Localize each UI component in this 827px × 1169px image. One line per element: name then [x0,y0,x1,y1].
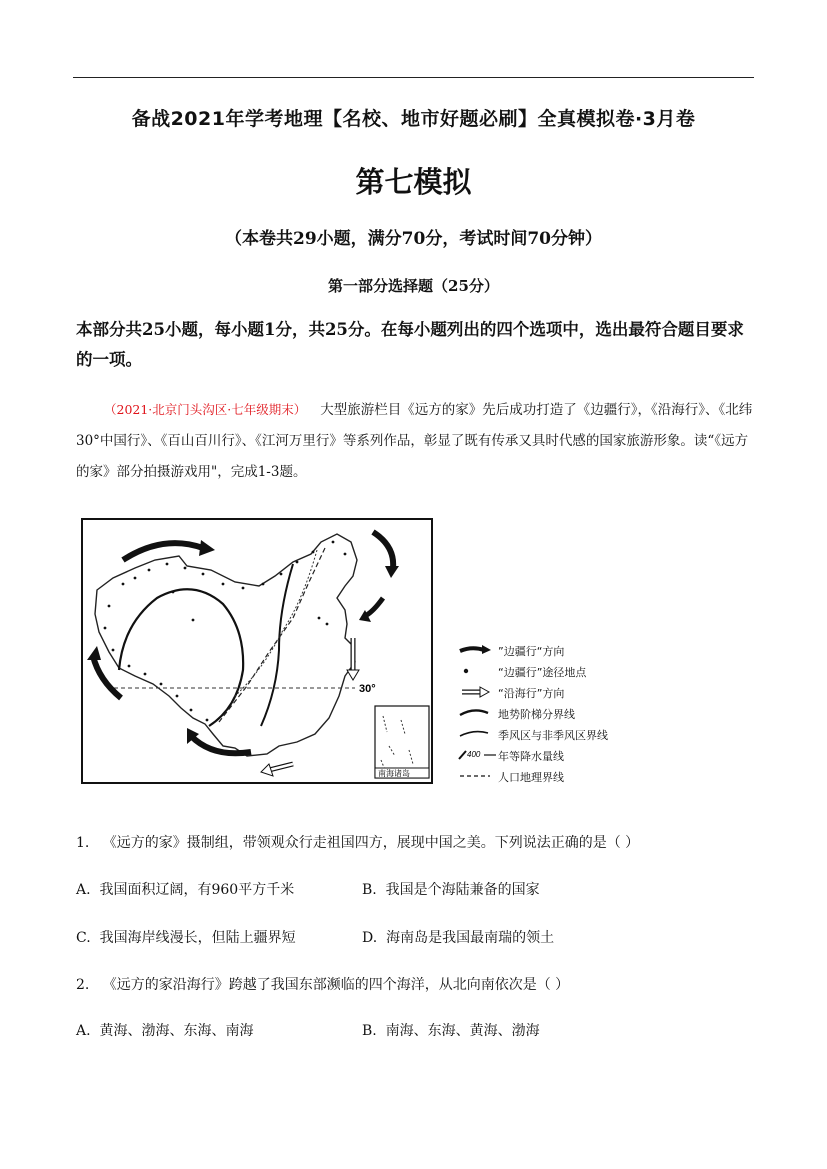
question-intro [76,394,756,488]
instructions: 本部分共25小题，每小题1分，共25分。在每小题列出的四个选项中，选出最符合题目要求的一项。 [76,320,744,369]
exam-header: 备战2021年学考地理【名校、地市好题必刷】全真模拟卷·3月卷 [131,108,696,130]
q1-option-d[interactable]: D. 海南岛是我国最南瑞的领土 [362,930,555,946]
legend-item-waypoint: “边疆行”途径地点 [458,661,658,681]
question-stem: 《远方的家》摄制组，带领观众行走祖国四方，展现中国之美。下列说法正确的是（ ） [102,835,640,851]
border-trip-arrow-nw [123,543,203,560]
q2-option-b[interactable]: B. 南海、东海、黄海、渤海 [362,1023,540,1039]
question-stem: 《远方的家沿海行》跨越了我国东部濒临的四个海洋，从北向南依次是（ ） [102,977,570,993]
waypoint-dots [104,541,347,722]
legend-item-isohyet: 400 年等降水量线 [458,745,658,765]
page-title: 第七模拟 [355,165,472,199]
terrain-step-line [119,589,243,726]
question-number: 1. [76,835,90,851]
exam-subtitle: （本卷共29小题，满分70分，考试时间70分钟） [225,229,602,249]
china-outline [95,534,357,756]
legend-item-population: 人口地理界线 [458,766,658,786]
isohyet-marker: 400 [467,750,481,759]
second-terrain-step-line [261,564,293,726]
question-number: 2. [76,977,90,993]
q1-option-b[interactable]: B. 我国是个海陆兼备的国家 [362,882,540,898]
latitude-label: 30° [359,683,376,695]
q1-option-c[interactable]: C. 我国海岸线漫长，但陆上疆界短 [76,930,296,946]
monsoon-line [233,550,317,698]
intro-text: 大型旅游栏目《远方的家》先后成功打造了《边疆行》，《沿海行》、《北纬30°中国行》、《百山百川行》、《江河万里行》等系列作品，彰显了既有传承又具时代感的国家旅游形象。读“《远方的家》部分拍摄游戏用"，完成1-3题。 [76,402,753,480]
terrain-step-line-icon [458,705,492,719]
china-map [83,520,431,782]
border-trip-direction-icon [458,642,492,656]
coastal-trip-direction-icon [458,684,492,698]
population-line-icon [458,768,492,782]
monsoon-boundary-line-icon [458,726,492,740]
border-trip-arrow-w [93,656,121,698]
intro-source: （2021·北京门头沟区·七年级期末） [104,402,307,417]
legend-item-monsoon: 季风区与非季风区界线 [458,724,658,744]
legend-item-terrain-step: 地势阶梯分界线 [458,703,658,723]
inset-label: 南海诸岛 [378,769,410,778]
border-trip-arrow-ne [373,532,393,568]
question-1 [76,832,639,852]
coastal-trip-arrow-ne [365,598,383,616]
q2-option-a[interactable]: A. 黄海、渤海、东海、南海 [76,1023,254,1039]
q1-option-a[interactable]: A. 我国面积辽阔，有960平方千米 [76,882,295,898]
legend-item-border-trip: ”边疆行“方向 [458,640,658,660]
south-china-sea-inset [375,706,429,778]
china-map-figure [81,518,433,784]
section-title: 第一部分选择题（25分） [328,277,499,295]
waypoint-dot-icon [458,663,492,677]
header-rule [73,77,754,78]
question-2 [76,974,569,994]
isohyet-400-line-icon [458,747,498,761]
legend-item-coastal-trip: “沿海行”方向 [458,682,658,702]
